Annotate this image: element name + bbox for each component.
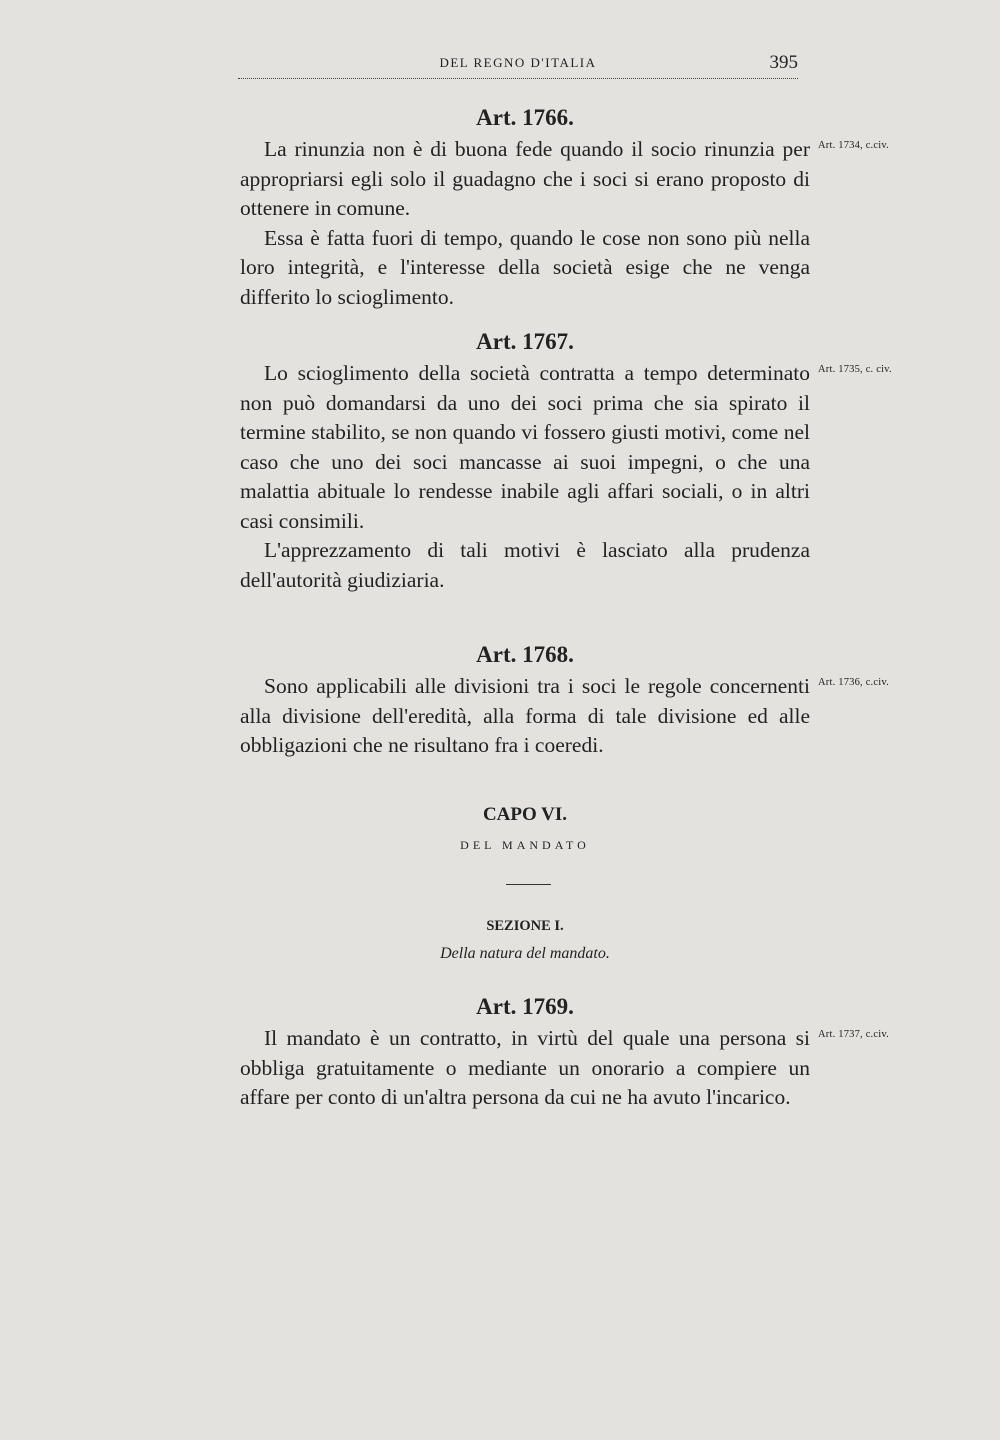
article-1767 bbox=[240, 327, 810, 595]
article-heading: Art. 1767. bbox=[476, 329, 574, 354]
section-heading bbox=[240, 918, 810, 963]
article-heading: Art. 1768. bbox=[476, 642, 574, 667]
article-paragraph: Il mandato è un contratto, in virtù del quale una persona si obbliga gratuitamente o mediante un onorario a compiere un affare per conto di un'altra persona da cui ne ha avuto l'incarico. bbox=[240, 1026, 810, 1109]
article-paragraph: Sono applicabili alle divisioni tra i soci le regole concernenti alla divisione dell'eredità, alla forma di tale divisione ed alle obbligazioni che ne risultano fra i coeredi. bbox=[240, 674, 810, 757]
running-head bbox=[238, 52, 798, 76]
article-paragraph: L'apprezzamento di tali motivi è lasciato alla prudenza dell'autorità giudiziaria. bbox=[240, 538, 810, 592]
section-subtitle: Della natura del mandato. bbox=[440, 945, 610, 962]
section-title: SEZIONE I. bbox=[486, 918, 564, 934]
article-heading: Art. 1769. bbox=[476, 994, 574, 1019]
header-rule bbox=[238, 78, 798, 79]
article-paragraph: Essa è fatta fuori di tempo, quando le cose non sono più nella loro integrità, e l'interesse della società esige che ne venga differito lo scioglimento. bbox=[240, 225, 810, 309]
margin-reference: Art. 1734, c.civ. bbox=[818, 140, 889, 151]
article-paragraph: Lo scioglimento della società contratta a tempo determinato non può domandarsi da uno dei soci prima che sia spirato il termine stabilito, se non quando vi fossero giusti motivi, come nel caso che uno dei soci mancasse ai suoi impegni, o che una malattia abituale lo rendesse inabile agli affari sociali, o in altri casi consimili. bbox=[240, 361, 810, 533]
article-1769 bbox=[240, 992, 810, 1113]
article-paragraph: La rinunzia non è di buona fede quando il socio rinunzia per appropriarsi egli solo il guadagno che i soci si erano proposto di ottenere in comune. bbox=[240, 137, 810, 220]
margin-reference: Art. 1735, c. civ. bbox=[818, 364, 892, 375]
chapter-heading bbox=[240, 804, 810, 853]
article-1768 bbox=[240, 640, 810, 761]
running-title: DEL REGNO D'ITALIA bbox=[439, 55, 597, 70]
chapter-subtitle: DEL MANDATO bbox=[460, 838, 590, 852]
chapter-rule bbox=[506, 884, 551, 885]
article-heading: Art. 1766. bbox=[476, 105, 574, 130]
margin-reference: Art. 1736, c.civ. bbox=[818, 677, 889, 688]
margin-reference: Art. 1737, c.civ. bbox=[818, 1029, 889, 1040]
page-number: 395 bbox=[769, 52, 798, 73]
article-1766 bbox=[240, 103, 810, 312]
chapter-title: CAPO VI. bbox=[482, 804, 568, 825]
